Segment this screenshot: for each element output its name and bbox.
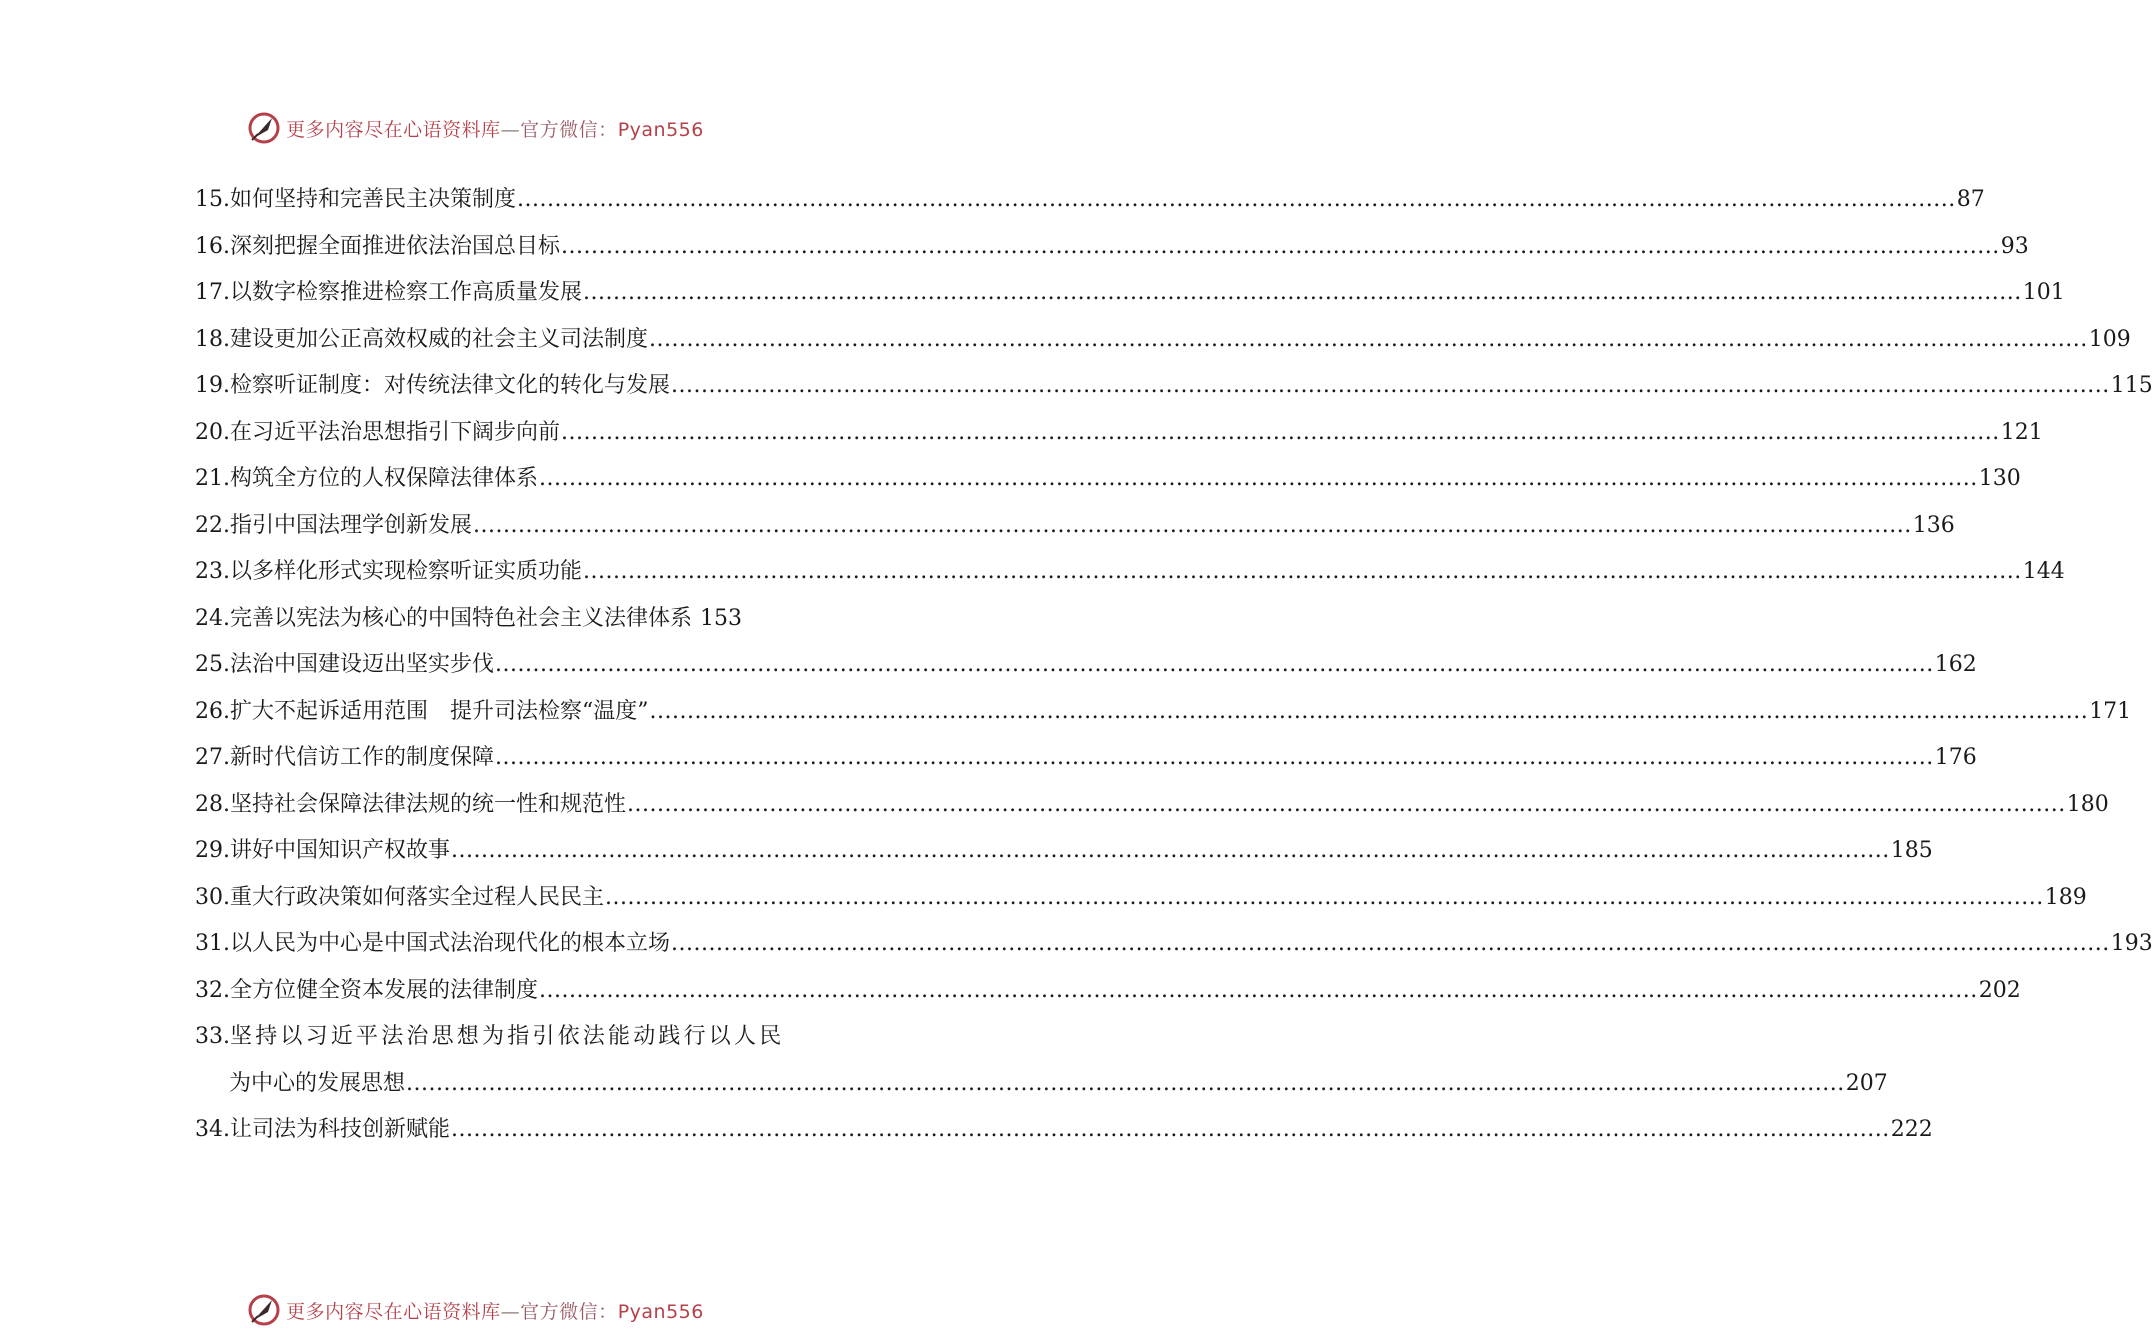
banner-wechat-label: 官方微信： bbox=[520, 118, 618, 141]
banner-wechat-label: 官方微信： bbox=[520, 1300, 618, 1323]
banner-wechat-id: Pyan556 bbox=[617, 118, 704, 141]
header-watermark-banner bbox=[0, 106, 950, 150]
toc-entry[interactable] bbox=[195, 554, 2065, 601]
toc-title: 全方位健全资本发展的法律制度 bbox=[230, 977, 539, 1003]
toc-page: 121 bbox=[2000, 419, 2043, 445]
toc-entry[interactable] bbox=[195, 926, 2153, 973]
toc-leader bbox=[451, 1117, 1890, 1142]
toc-entry[interactable] bbox=[195, 833, 1933, 880]
toc-title-continuation: 为中心的发展思想 bbox=[229, 1070, 406, 1096]
toc-leader bbox=[495, 652, 1934, 677]
footer-watermark-banner bbox=[0, 1288, 950, 1332]
toc-title: 法治中国建设迈出坚实步伐 bbox=[230, 652, 495, 677]
toc-leader bbox=[561, 420, 2000, 445]
toc-leader bbox=[539, 978, 1978, 1003]
toc-title: 以多样化形式实现检察听证实质功能 bbox=[230, 559, 583, 584]
toc-entry[interactable] bbox=[195, 415, 2043, 462]
toc-page: 109 bbox=[2088, 326, 2131, 352]
quill-logo-icon bbox=[246, 110, 282, 146]
toc-leader bbox=[561, 234, 2000, 259]
toc-number: 19. bbox=[195, 373, 230, 398]
toc-number: 26. bbox=[195, 698, 230, 724]
toc-number: 17. bbox=[195, 280, 230, 305]
toc-leader bbox=[671, 931, 2110, 956]
banner-text bbox=[286, 115, 704, 142]
toc-title: 完善以宪法为核心的中国特色社会主义法律体系 bbox=[230, 605, 693, 631]
toc-page: 176 bbox=[1934, 745, 1977, 770]
toc-leader bbox=[605, 885, 2044, 910]
toc-page: 101 bbox=[2022, 280, 2065, 305]
toc-entry[interactable] bbox=[195, 740, 1977, 787]
banner-wechat-id: Pyan556 bbox=[617, 1300, 704, 1323]
toc-number: 25. bbox=[195, 652, 230, 677]
toc-page: 162 bbox=[1934, 652, 1977, 677]
toc-number: 27. bbox=[195, 745, 230, 770]
toc-leader bbox=[451, 838, 1890, 863]
toc-number: 15. bbox=[195, 187, 230, 212]
toc-entry[interactable] bbox=[195, 1112, 1933, 1159]
toc-number: 32. bbox=[195, 977, 230, 1003]
toc-number: 29. bbox=[195, 838, 230, 863]
toc-number: 24. bbox=[195, 605, 230, 631]
toc-page: 130 bbox=[1978, 466, 2021, 491]
toc-title: 扩大不起诉适用范围 提升司法检察“温度” bbox=[230, 698, 649, 724]
toc-number: 34. bbox=[195, 1117, 230, 1142]
toc-entry[interactable] bbox=[195, 787, 2109, 834]
toc-entry[interactable] bbox=[195, 182, 1985, 229]
toc-entry[interactable] bbox=[195, 368, 2153, 415]
toc-leader bbox=[495, 745, 1934, 770]
toc-number: 33. bbox=[195, 1024, 230, 1049]
toc-page: 193 bbox=[2110, 931, 2153, 956]
toc-title: 坚持社会保障法律法规的统一性和规范性 bbox=[230, 791, 627, 817]
toc-page: 207 bbox=[1845, 1070, 1888, 1096]
toc-title: 新时代信访工作的制度保障 bbox=[230, 745, 495, 770]
toc-leader bbox=[671, 373, 2110, 398]
banner-text bbox=[286, 1297, 704, 1324]
toc-title: 如何坚持和完善民主决策制度 bbox=[230, 187, 517, 212]
toc-number: 31. bbox=[195, 931, 230, 956]
banner-separator: — bbox=[500, 118, 521, 141]
toc-entry[interactable] bbox=[195, 647, 1977, 694]
toc-page: 171 bbox=[2089, 698, 2132, 724]
toc-page: 189 bbox=[2044, 884, 2087, 910]
toc-entry[interactable] bbox=[195, 973, 2021, 1020]
toc-number: 21. bbox=[195, 466, 230, 491]
toc-leader bbox=[649, 327, 2088, 352]
toc-page: 87 bbox=[1956, 187, 1985, 212]
toc-page: 180 bbox=[2066, 791, 2109, 817]
toc-number: 22. bbox=[195, 512, 230, 538]
toc-page: 136 bbox=[1912, 512, 1955, 538]
toc-page: 202 bbox=[1978, 977, 2021, 1003]
table-of-contents bbox=[195, 182, 2153, 1159]
toc-title: 检察听证制度：对传统法律文化的转化与发展 bbox=[230, 373, 671, 398]
toc-page: 93 bbox=[2000, 233, 2029, 259]
toc-number: 20. bbox=[195, 419, 230, 445]
toc-entry[interactable] bbox=[195, 601, 813, 648]
toc-title: 指引中国法理学创新发展 bbox=[230, 512, 473, 538]
toc-entry[interactable] bbox=[195, 880, 2087, 927]
toc-title: 重大行政决策如何落实全过程人民民主 bbox=[230, 884, 605, 910]
toc-title: 让司法为科技创新赋能 bbox=[230, 1117, 451, 1142]
toc-leader bbox=[473, 513, 1912, 538]
toc-number: 23. bbox=[195, 559, 230, 584]
toc-entry[interactable] bbox=[195, 694, 2132, 741]
toc-title: 坚持以习近平法治思想为指引依法能动践行以人民 bbox=[230, 1024, 785, 1049]
toc-number: 30. bbox=[195, 884, 230, 910]
toc-page: 144 bbox=[2022, 559, 2065, 584]
banner-title: 更多内容尽在心语资料库 bbox=[286, 118, 501, 141]
toc-number: 16. bbox=[195, 233, 230, 259]
toc-entry[interactable] bbox=[195, 275, 2065, 322]
toc-number: 18. bbox=[195, 326, 230, 352]
toc-leader bbox=[583, 559, 2022, 584]
toc-leader bbox=[406, 1071, 1845, 1096]
banner-title: 更多内容尽在心语资料库 bbox=[286, 1300, 501, 1323]
toc-entry-continuation[interactable] bbox=[195, 1066, 1888, 1113]
quill-logo-icon bbox=[246, 1292, 282, 1328]
toc-entry[interactable] bbox=[195, 229, 2029, 276]
toc-entry[interactable] bbox=[195, 322, 2131, 369]
toc-title: 讲好中国知识产权故事 bbox=[230, 838, 451, 863]
toc-entry[interactable] bbox=[195, 508, 1955, 555]
toc-title: 深刻把握全面推进依法治国总目标 bbox=[230, 233, 561, 259]
toc-page: 115 bbox=[2110, 373, 2153, 398]
toc-leader bbox=[650, 699, 2089, 724]
toc-page: 222 bbox=[1890, 1117, 1933, 1142]
toc-entry[interactable] bbox=[195, 461, 2021, 508]
toc-title: 建设更加公正高效权威的社会主义司法制度 bbox=[230, 326, 649, 352]
toc-leader bbox=[583, 280, 2022, 305]
banner-separator: — bbox=[500, 1300, 521, 1323]
toc-title: 以数字检察推进检察工作高质量发展 bbox=[230, 280, 583, 305]
toc-leader bbox=[539, 466, 1978, 491]
toc-page: 185 bbox=[1890, 838, 1933, 863]
toc-entry[interactable] bbox=[195, 1019, 813, 1066]
toc-title: 构筑全方位的人权保障法律体系 bbox=[230, 466, 539, 491]
toc-title: 以人民为中心是中国式法治现代化的根本立场 bbox=[230, 931, 671, 956]
toc-page: 153 bbox=[700, 605, 743, 631]
toc-number: 28. bbox=[195, 791, 230, 817]
toc-leader bbox=[627, 792, 2066, 817]
toc-title: 在习近平法治思想指引下阔步向前 bbox=[230, 419, 561, 445]
toc-leader bbox=[517, 187, 1956, 212]
